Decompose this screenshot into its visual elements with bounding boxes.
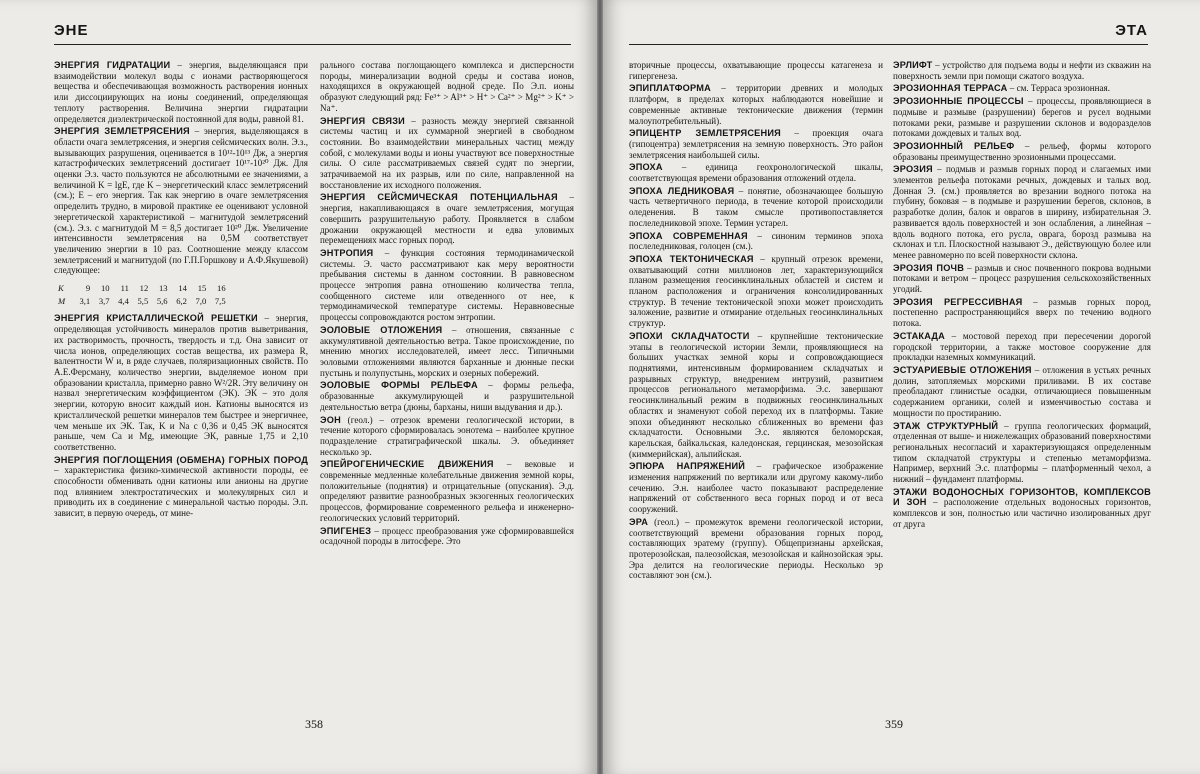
dictionary-entry (320, 325, 574, 379)
dictionary-entry (893, 141, 1151, 162)
class-value: 16 (217, 283, 226, 294)
class-value: 14 (178, 283, 187, 294)
dictionary-entry (629, 60, 883, 81)
entry-term: ЭПИПЛАТФОРМА (629, 83, 711, 94)
entry-definition: – группа геологических формаций, отделенная от выше- и нижележащих образований поверхностями региональных несогласий и характеризующаяся определенным типом складчатой структуры и степенью метаморфизма. Например, верхний Э.с. платформы – платформенный чехол, а нижний – фундамент платформы. (893, 420, 1151, 485)
entry-term: ЭРОЗИОННЫЙ РЕЛЬЕФ (893, 140, 1015, 151)
dictionary-entry (893, 365, 1151, 419)
entry-definition: – подмыв и размыв горных пород и слагаемых ими элементов рельефа потоками речных, дождевых и талых вод. Донная Э. (см.) проявляется во врезании водного потока на глубину, боковая – в подмыве и разрушении берегов, склонов, в разработке долин, балок и оврагов в ширину, избирательная Э. развивается вдоль поверхностей и зон ослабления, а линейная – вдоль водного потока, его русла, оврага, борозд размыва на склонах и т.п. Плоскостной называют Э., действующую более или менее равномерно по всей поверхности склона. (893, 164, 1151, 260)
dictionary-entry (629, 461, 883, 515)
entry-definition: – мостовой переход при пересечении дорогой городской территории, а также мостовое сооружение для прокладки наземных коммуникаций. (893, 330, 1151, 363)
entry-term: ЭОЛОВЫЕ ОТЛОЖЕНИЯ (320, 324, 443, 335)
class-value: 15 (197, 283, 207, 294)
entry-term: ЭНЕРГИЯ ПОГЛОЩЕНИЯ (ОБМЕНА) ГОРНЫХ ПОРОД (54, 454, 308, 465)
magnitude-row (58, 295, 230, 308)
entry-definition: – синоним терминов эпоха послеледниковая, голоцен (см.). (629, 230, 883, 252)
header-rule-right (629, 44, 1148, 45)
magnitude-value: 7,0 (195, 295, 207, 306)
class-value: 12 (139, 283, 149, 294)
dictionary-entry (54, 313, 308, 452)
dictionary-entry (893, 83, 1151, 94)
class-row (58, 282, 230, 295)
dictionary-entry (320, 116, 574, 191)
magnitude-value: 3,1 (79, 295, 91, 306)
entry-term: ЭСТУАРИЕВЫЕ ОТЛОЖЕНИЯ (893, 364, 1032, 375)
dictionary-entry (320, 380, 574, 412)
entry-definition: – устройство для подъема воды и нефти из скважин на поверхность земли при помощи сжатого воздуха. (893, 60, 1151, 81)
entry-definition: рального состава поглощающего комплекса и дисперсности породы, минерализации водной среды и состава ионов, находящихся в окружающей водной среде. По Э.п. ионы образуют следующий ряд: Fe³⁺ > Al³⁺ > H⁺ > Ca²⁺ > Mg²⁺ > K⁺ > Na⁺. (320, 60, 574, 113)
entry-term: ЭНЕРГИЯ ГИДРАТАЦИИ (54, 60, 171, 70)
dictionary-entry (629, 186, 883, 229)
dictionary-entry (629, 517, 883, 581)
running-head-right: ЭТА (1115, 22, 1148, 39)
entry-term: ЭНЕРГИЯ СВЯЗИ (320, 115, 405, 126)
entry-definition: – отложения в устьях речных долин, затопляемых морскими приливами. В их составе преобладают глинистые осадки, отличающиеся повышенным содержанием органики, солей и изменчивостью состава и мощности по простиранию. (893, 364, 1151, 418)
dictionary-entry (893, 96, 1151, 139)
entry-term: ЭРОЗИЯ РЕГРЕССИВНАЯ (893, 296, 1023, 307)
entry-definition: – характеристика физико-химической активности породы, ее способности обменивать одни катионы или анионы на другие под влиянием электростатических и молекулярных сил и приводить их в соединение с минеральной частью породы. Э.п. зависит, в первую очередь, от мине- (54, 465, 308, 519)
entry-definition: – крупнейшие тектонические этапы в геологической истории Земли, проявляющиеся на больших участках земной коры и сопровождающиеся поднятиями, интенсивным формированием складчатых и разрывных структур, внедрением интрузий, развитием процессов регионального метаморфизма. Э.с. завершают геосинклинальный режим в подвижных геосинклинальных областях и знаменуют собой переход их в платформы. Такие эпохи объединяют несколько сближенных во времени фаз складчатости. Основными Э.с. являются беломорская, карельская, байкальская, каледонская, герцинская, мезозойская (киммерийская), альпийская. (629, 330, 883, 459)
entry-definition: – размыв и снос почвенного покрова водными потоками и ветром – процесс разрушения сельскохозяйственных угодий. (893, 262, 1151, 295)
entry-definition: – рельеф, формы которого образованы преимущественно эрозионными процессами. (893, 140, 1151, 162)
right-page-column-2 (893, 60, 1151, 728)
entry-definition: – формы рельефа, образованные аккумулирующей и разрушительной деятельностью ветра (дюны, барханы, ниши выдувания и др.). (320, 380, 574, 412)
entry-definition: – размыв горных пород, постепенно распространяющийся вверх по течению водного потока. (893, 296, 1151, 329)
entry-term: ЭНЕРГИЯ ЗЕМЛЕТРЯСЕНИЯ (54, 126, 190, 137)
dictionary-entry (893, 263, 1151, 295)
entry-definition: – территории древних и молодых платформ, в пределах которых наблюдаются новейшие и современные активные тектонические движения (термин малоупотребительный). (629, 83, 883, 126)
entry-term: ЭПОХА СОВРЕМЕННАЯ (629, 230, 748, 241)
dictionary-entry (629, 254, 883, 329)
class-value: 9 (85, 283, 91, 294)
dictionary-entry (320, 459, 574, 523)
header-rule-left (54, 44, 571, 45)
dictionary-entry (629, 162, 883, 183)
dictionary-entry (629, 331, 883, 459)
entry-definition: – см. Терраса эрозионная. (1007, 83, 1110, 94)
entry-term: ЭНЕРГИЯ СЕЙСМИЧЕСКАЯ ПОТЕНЦИАЛЬНАЯ (320, 192, 558, 203)
entry-term: ЭРОЗИЯ ПОЧВ (893, 262, 965, 273)
entry-definition: – процессы, проявляющиеся в подмыве и размыве (разрушении) берегов и русел водными потоками реки, размыве и разрушении склонов и водоразделов потоками дождевых и талых вод. (893, 96, 1151, 139)
dictionary-entry (54, 60, 308, 124)
entry-definition: – энергия, выделяющаяся в области очага землетрясения, и энергия сейсмических волн. Э.з., вызывающих разрушения, оценивается в 10¹²-10¹³ Дж, а энергия катастрофических землетрясений достигает 10¹⁷-10²⁰ Дж. Для оценки Э.з. часто пользуются не абсолютными ее значениями, а величиной K = lgE, где K – энергетический класс землетрясений (см.); E – его энергия. Так как энергию в очаге землетрясения определить трудно, в мировой практике ее оценивают условной энергетической характеристикой – магнитудой землетрясений (см.). Э.з. с магнитудой M = 8,5 достигает 10²⁰ Дж. Увеличение интенсивности землетрясения на 0,5M соответствует увеличению энергии в 10 раз. Соотношение между классом землетрясений и магнитудой (по Г.П.Горшкову и А.Ф.Якушевой) следующее: (54, 126, 308, 276)
dictionary-entry (629, 128, 883, 160)
entry-term: ЭРОЗИОННЫЕ ПРОЦЕССЫ (893, 96, 1024, 107)
entry-definition: – разность между энергией связанной системы частиц и их суммарной энергией в свободном состоянии. Во взаимодействии минеральных частиц между собой, с молекулами воды и ионы участвуют все поверхностные силы. О силе рассматриваемых связей судят по энергии, затрачиваемой на их разрыв, или по силе, направленной на восстановление их исходного положения. (320, 115, 574, 190)
entry-definition: – функция состояния термодинамической системы. Э. часто рассматривают как меру вероятности пребывания системы в данном состоянии. В равновесном процессе энтропия равна отношению количества тепла, сообщенного системе или отведенного от нее, к термодинамической температуре системы. Неравновесные процессы сопровождаются ростом энтропии. (320, 247, 574, 323)
entry-term: ЭСТАКАДА (893, 330, 945, 341)
entry-definition: – проекция очага (гипоцентра) землетрясения на земную поверхность. Это район землетрясения наибольшей силы. (629, 128, 883, 160)
entry-term: ЭОЛОВЫЕ ФОРМЫ РЕЛЬЕФА (320, 380, 478, 391)
entry-term: ЭОН (320, 414, 341, 425)
entry-term: ЭРОЗИЯ (893, 164, 933, 175)
entry-term: ЭПОХА (629, 162, 663, 173)
dictionary-entry (54, 455, 308, 519)
dictionary-entry (893, 487, 1151, 530)
entry-definition: – единица геохронологической шкалы, соответствующая времени образования отложений отдела. (629, 162, 883, 184)
entry-term: ЭНЕРГИЯ КРИСТАЛЛИЧЕСКОЙ РЕШЕТКИ (54, 313, 258, 324)
entry-term: ЭПОХИ СКЛАДЧАТОСТИ (629, 330, 750, 341)
magnitude-value: 5,6 (156, 295, 168, 306)
magnitude-value: 7,5 (214, 295, 226, 306)
dictionary-entry (629, 83, 883, 126)
entry-definition: – расположение отдельных водоносных горизонтов, комплексов и зон, полностью или частично изолированных друг от друга (893, 497, 1151, 529)
entry-definition: – крупный отрезок времени, охватывающий сотни миллионов лет, характеризующийся планом размещения геосинклинальных областей и систем и планом расположения и ограничения консолидированных структур. В течение тектонической эпохи может происходить заложение, развитие и отмирание отдельных геосинклинальных структур. (629, 253, 883, 329)
dictionary-entry (629, 231, 883, 252)
magnitude-label: M (58, 295, 66, 306)
entry-term: ЭТАЖ СТРУКТУРНЫЙ (893, 420, 999, 431)
class-value: 13 (159, 283, 168, 294)
entry-definition: (геол.) – отрезок времени геологической истории, в течение которого сформировалась эонотема – наиболее крупное подразделение стратиграфической шкалы. Э. объединяет несколько эр. (320, 414, 574, 457)
entry-definition: – графическое изображение изменения напряжений по вертикали или другому какому-либо сечению. Э.н. наиболее часто показывают распределение напряжений от собственного веса горных пород и от веса сооружений. (629, 461, 883, 515)
page-number-right: 359 (885, 717, 903, 731)
entry-term: ЭПИЦЕНТР ЗЕМЛЕТРЯСЕНИЯ (629, 128, 781, 139)
entry-definition: – процесс преобразования уже сформировавшейся осадочной породы в литосфере. Это (320, 525, 574, 547)
entry-term: ЭПЕЙРОГЕНИЧЕСКИЕ ДВИЖЕНИЯ (320, 459, 494, 470)
dictionary-entry (54, 126, 308, 276)
left-page-column-1 (54, 60, 308, 728)
page-number-left: 358 (305, 717, 323, 731)
entry-term: ЭПОХА ЛЕДНИКОВАЯ (629, 185, 735, 196)
dictionary-entry (893, 421, 1151, 485)
entry-definition: (геол.) – промежуток времени геологической истории, соответствующий времени образования горных пород, составляющих эратему (группу). Общепризнаны архейская, протерозойская, палеозойская, мезозойская и кайнозойская эры. Эра делится на геологические периоды. Несколько эр составляют эон (см.). (629, 516, 883, 581)
dictionary-entry (320, 526, 574, 547)
right-page-column-1 (629, 60, 883, 728)
entry-definition: – энергия, накапливающаяся в очаге землетрясения, могущая совершить разрушительную работу. Проявляется в слабом дрожании окружающей местности и едва уловимых перемещениях масс горных пород. (320, 192, 574, 246)
entry-definition: – энергия, выделяющаяся при взаимодействии молекул воды с ионами растворяющегося вещества и обеспечивающая возможность растворения ионных или диссоциирующих на ионы соединений, определяющая теплоту растворения. Величина энергии гидратации определяется диэлектрической постоянной для воды, равной 81. (54, 60, 308, 124)
entry-definition: – вековые и современные медленные колебательные движения земной коры, положительные (поднятия) и отрицательные (опускания). Э.д. определяют развитие разнообразных экзогенных геологических процессов, формирование современного рельефа и инженерно-геологических условий территорий. (320, 459, 574, 523)
magnitude-class-table (58, 282, 230, 307)
magnitude-value: 4,4 (118, 295, 129, 306)
entry-term: ЭТАЖИ ВОДОНОСНЫХ ГОРИЗОНТОВ, КОМПЛЕКСОВ И ЗОН (893, 486, 1151, 508)
entry-term: ЭНТРОПИЯ (320, 247, 374, 258)
right-page (603, 0, 1200, 774)
entry-term: ЭРЛИФТ (893, 60, 933, 70)
entry-definition: – понятие, обозначающее большую часть четвертичного периода, в течение которой происходили оледенения. В таком смысле противопоставляется послеледниковой эпохе. Термин устарел. (629, 185, 883, 228)
dictionary-entry (893, 164, 1151, 260)
dictionary-entry (893, 331, 1151, 363)
entry-term: ЭПЮРА НАПРЯЖЕНИЙ (629, 461, 746, 472)
entry-term: ЭРА (629, 516, 649, 527)
entry-definition: – отношения, связанные с аккумулятивной деятельностью ветра. Такое происхождение, по мнению многих исследователей, имеет лесс. Типичными эоловыми отложениями являются барханные и дюнные пески пустынь и полупустынь, морских и озерных побережий. (320, 324, 574, 378)
magnitude-value: 5,5 (137, 295, 149, 306)
magnitude-value: 3,7 (98, 295, 110, 306)
running-head-left: ЭНЕ (54, 22, 89, 39)
dictionary-entry (320, 248, 574, 323)
class-value: 10 (100, 283, 110, 294)
dictionary-entry (893, 297, 1151, 329)
dictionary-entry (320, 415, 574, 458)
entry-term: ЭПИГЕНЕЗ (320, 525, 372, 536)
entry-definition: вторичные процессы, охватывающие процессы катагенеза и гипергенеза. (629, 60, 883, 81)
dictionary-entry (320, 192, 574, 246)
dictionary-entry (893, 60, 1151, 81)
entry-definition: – энергия, определяющая устойчивость минералов против выветривания, их растворимость, прочность, твердость и т.д. Она зависит от числа ионов, определяющих состав вещества, их размера R, валентности W и, в ряде случаев, поляризационных свойств. По А.Е.Ферсману, количество энергии, выделяемое ионом при образовании кристалла, примерно равно W²/2R. Эту величину он назвал энергетическим коэффициентом (ЭК). ЭК – это доля энергии, которую вносит каждый ион. Катионы выносятся из кристаллической решетки минералов тем быстрее и энергичнее, чем меньше их ЭК. Так, K и Na с 0,36 и 0,45 ЭК выносятся раньше, чем Ca и Mg, имеющие ЭК, равные 1,75 и 2,10 соответственно. (54, 313, 308, 452)
magnitude-value: 6,2 (176, 295, 187, 306)
class-value: 11 (120, 283, 129, 294)
left-page-column-2 (320, 60, 574, 728)
entry-term: ЭРОЗИОННАЯ ТЕРРАСА (893, 83, 1008, 94)
entry-term: ЭПОХА ТЕКТОНИЧЕСКАЯ (629, 253, 754, 264)
dictionary-entry (320, 60, 574, 114)
left-page (0, 0, 597, 774)
class-label: K (58, 283, 64, 294)
